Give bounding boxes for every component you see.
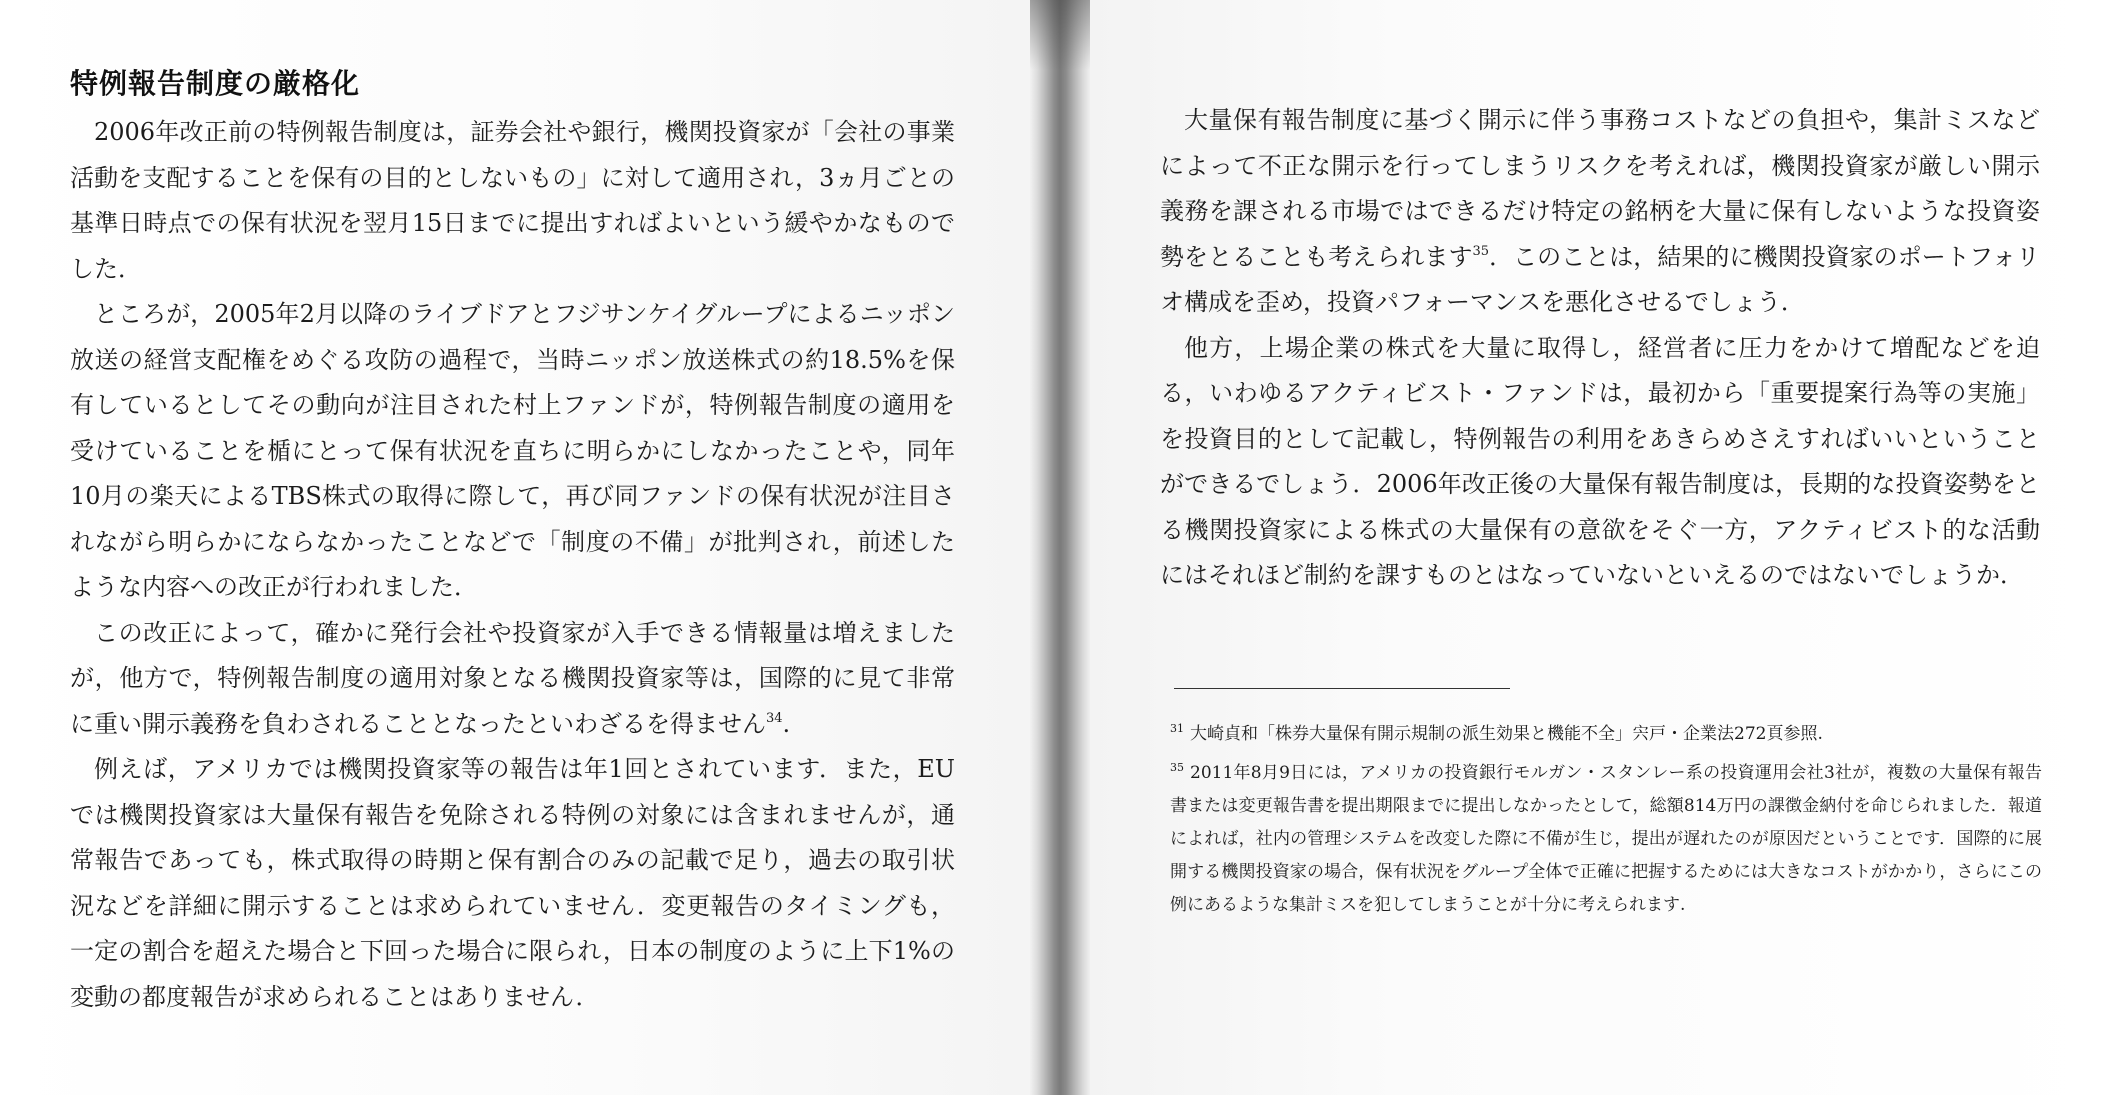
footnote-ref-35[interactable]: 35: [1472, 243, 1490, 259]
footnote-31: [1170, 718, 2042, 751]
left-page-body: [70, 110, 955, 1020]
paragraph-5: [1160, 98, 2040, 326]
right-page-body: [1160, 98, 2040, 599]
paragraph-2-text: ところが，2005年2月以降のライブドアとフジサンケイグループによるニッポン放送の経営支配権をめぐる攻防の過程で，当時ニッポン放送株式の約18.5%を保有しているとしてその動向が注目された村上ファンドが，特例報告制度の適用を受けていることを楯にとって保有状況を直ちに明らかにしなかったことや，同年10月の楽天によるTBS株式の取得に際して，再び同ファンドの保有状況が注目されながら明らかにならなかったことなどで「制度の不備」が批判され，前述したような内容への改正が行われました．: [70, 300, 955, 601]
paragraph-6: [1160, 326, 2040, 599]
footnote-35-mark: 35: [1170, 761, 1184, 774]
footnotes: [1170, 718, 2042, 928]
footnote-ref-34[interactable]: 34: [766, 710, 783, 726]
right-page: [1090, 0, 2111, 1095]
footnote-divider: [1174, 688, 1510, 689]
gutter-shadow: [1030, 0, 1090, 70]
section-heading: 特例報告制度の厳格化: [70, 67, 361, 100]
footnote-35-text: 2011年8月9日には，アメリカの投資銀行モルガン・スタンレー系の投資運用会社3社が，複数の大量保有報告書または変更報告書を提出期限までに提出しなかったとして，総額814万円の課徴金納付を命じられました．報道によれば，社内の管理システムを改変した際に不備が生じ，提出が遅れたのが原因だということです．国際的に展開する機関投資家の場合，保有状況をグループ全体で正確に把握するためには大きなコストがかかり，さらにこの例にあるような集計ミスを犯してしまうことが十分に考えられます.: [1170, 763, 2042, 915]
footnote-31-mark: 31: [1170, 722, 1184, 735]
paragraph-3-text: この改正によって，確かに発行会社や投資家が入手できる情報量は増えましたが，他方で，特例報告制度の適用対象となる機関投資家等は，国際的に見て非常に重い開示義務を負わされることとなったといわざるを得ません: [70, 618, 955, 738]
paragraph-1: [70, 110, 955, 292]
paragraph-5-tail: ．このことは，結果的に機関投資家のポートフォリオ構成を歪め，投資パフォーマンスを悪化させるでしょう．: [1160, 242, 2040, 316]
footnote-31-text: 大崎貞和「株券大量保有開示規制の派生効果と機能不全」宍戸・企業法272頁参照.: [1190, 724, 1823, 744]
paragraph-4-text: 例えば，アメリカでは機関投資家等の報告は年1回とされています．また，EUでは機関投資家は大量保有報告を免除される特例の対象には含まれませんが，通常報告であっても，株式取得の時期と保有割合のみの記載で足り，過去の取引状況などを詳細に開示することは求められていません．変更報告のタイミングも，一定の割合を超えた場合と下回った場合に限られ，日本の制度のように上下1%の変動の都度報告が求められることはありません．: [70, 755, 955, 1011]
paragraph-3-tail: .: [782, 709, 791, 738]
paragraph-2: [70, 292, 955, 611]
book-gutter: [1030, 0, 1090, 1095]
footnote-35: [1170, 757, 2042, 922]
paragraph-1-text: 2006年改正前の特例報告制度は，証券会社や銀行，機関投資家が「会社の事業活動を支配することを保有の目的としないもの」に対して適用され，3ヵ月ごとの基準日時点での保有状況を翌月15日までに提出すればよいという緩やかなものでした．: [70, 118, 955, 283]
left-page: [0, 0, 1030, 1095]
paragraph-5-text: 大量保有報告制度に基づく開示に伴う事務コストなどの負担や，集計ミスなどによって不正な開示を行ってしまうリスクを考えれば，機関投資家が厳しい開示義務を課される市場ではできるだけ特定の銘柄を大量に保有しないような投資姿勢をとることも考えられます: [1160, 106, 2040, 271]
paragraph-6-text: 他方，上場企業の株式を大量に取得し，経営者に圧力をかけて増配などを迫る，いわゆるアクティビスト・ファンドは，最初から「重要提案行為等の実施」を投資目的として記載し，特例報告の利用をあきらめさえすればいいということができるでしょう．2006年改正後の大量保有報告制度は，長期的な投資姿勢をとる機関投資家による株式の大量保有の意欲をそぐ一方，アクティビスト的な活動にはそれほど制約を課すものとはなっていないといえるのではないでしょうか．: [1160, 333, 2040, 589]
paragraph-3: [70, 611, 955, 748]
paragraph-4: [70, 747, 955, 1020]
